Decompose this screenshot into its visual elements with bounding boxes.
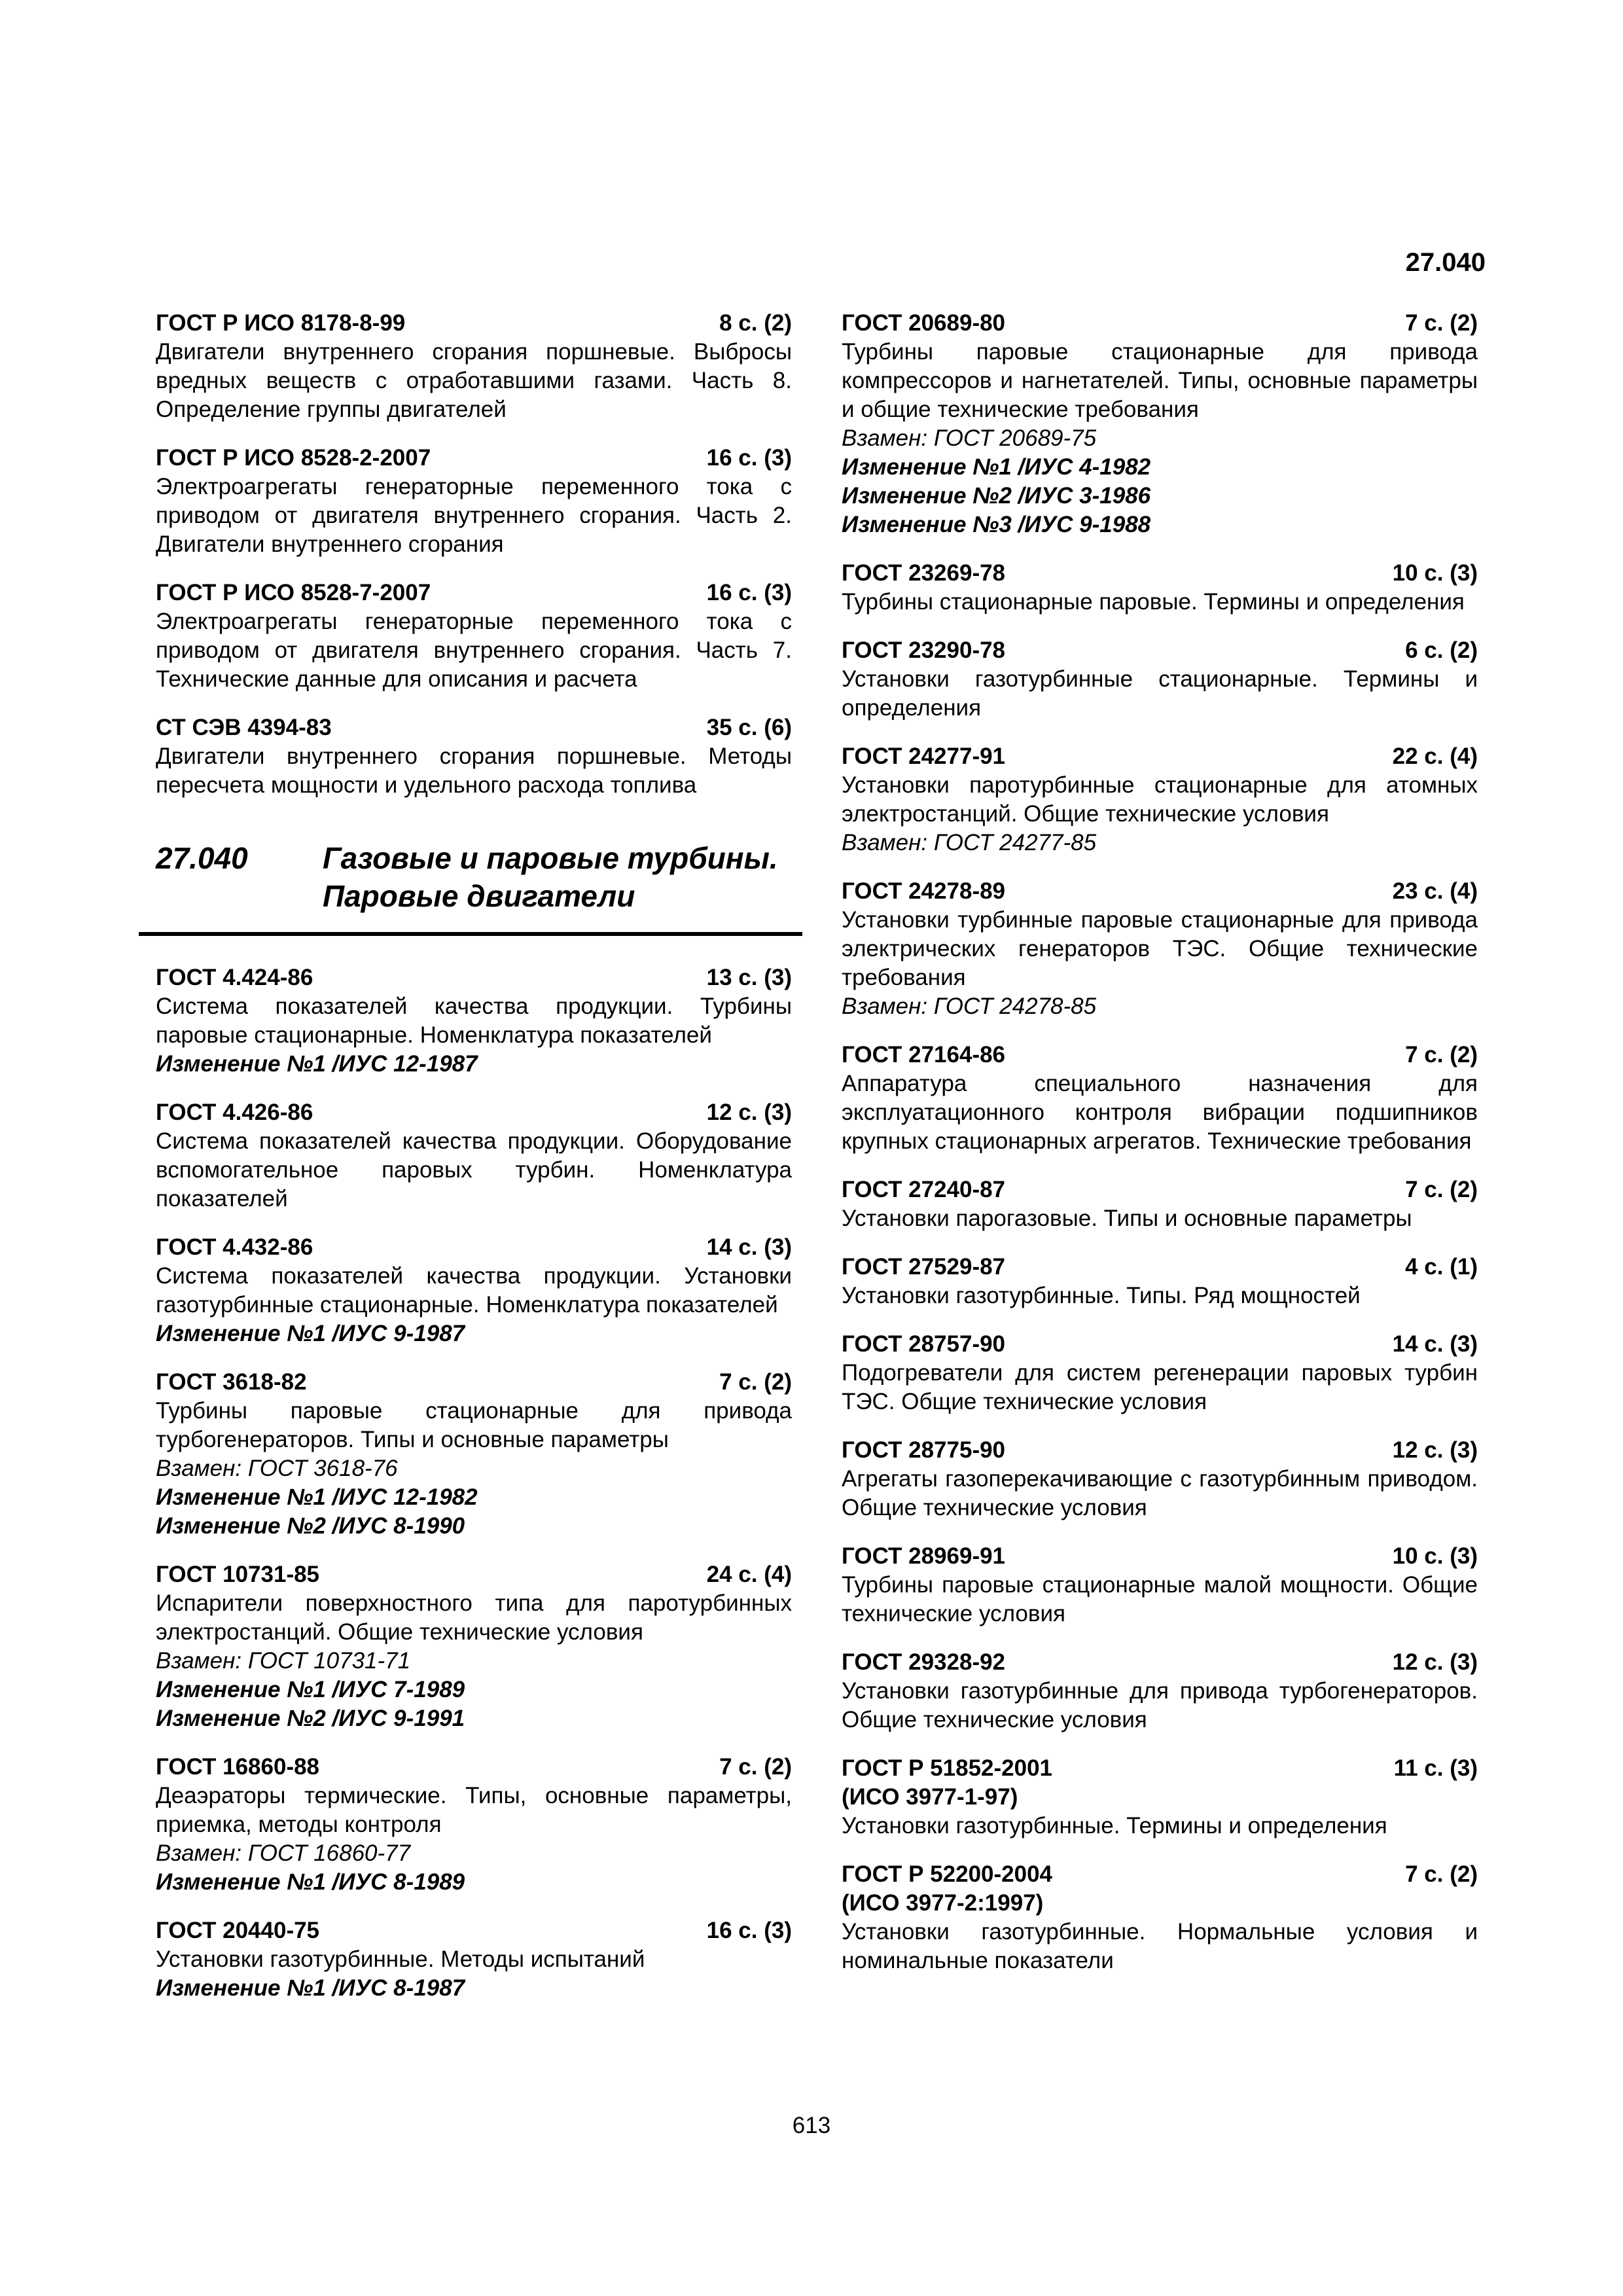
replaced-standard: Взамен: ГОСТ 20689-75 — [842, 425, 1097, 451]
page-count: 11 с. (3) — [1393, 1755, 1478, 1781]
page-count: 22 с. (4) — [1392, 744, 1478, 769]
entry-header — [156, 963, 792, 992]
standard-title: Аппаратура специального назначения для эксплуатационного контроля вибрации подшипников крупных стационарных агрегатов. Технические требования — [842, 1071, 1478, 1154]
entry-header — [842, 1330, 1478, 1359]
amendment-note: Изменение №1 /ИУС 12-1987 — [156, 1051, 478, 1077]
entry-header — [842, 1175, 1478, 1204]
standard-title: Двигатели внутреннего сгорания поршневые. Методы пересчета мощности и удельного расхода топлива — [156, 744, 792, 798]
replaced-standard: Взамен: ГОСТ 3618-76 — [156, 1456, 398, 1481]
amendment-note: Изменение №3 /ИУС 9-1988 — [842, 512, 1151, 537]
standard-equivalent-code: (ИСО 3977-2:1997) — [842, 1890, 1044, 1916]
page-count: 7 с. (2) — [1405, 1042, 1478, 1067]
standard-entry — [156, 1368, 792, 1541]
standard-entry — [842, 1436, 1478, 1522]
page-count: 7 с. (2) — [1405, 1861, 1478, 1887]
standard-equivalent-code: (ИСО 3977-1-97) — [842, 1784, 1018, 1810]
entry-header — [842, 636, 1478, 665]
standard-code: ГОСТ 24278-89 — [842, 878, 1006, 904]
entry-header — [156, 1098, 792, 1127]
standard-code: ГОСТ Р ИСО 8528-2-2007 — [156, 445, 431, 471]
standard-code: ГОСТ Р ИСО 8528-7-2007 — [156, 580, 431, 605]
amendment-note: Изменение №1 /ИУС 7-1989 — [156, 1677, 465, 1702]
standard-entry — [842, 742, 1478, 857]
standard-entry — [156, 1916, 792, 2003]
standard-code: ГОСТ Р 51852-2001 — [842, 1755, 1053, 1781]
replaced-standard: Взамен: ГОСТ 24278-85 — [842, 994, 1097, 1019]
entry-header — [156, 309, 792, 338]
standard-entry — [842, 636, 1478, 723]
standard-code: ГОСТ 27240-87 — [842, 1177, 1006, 1202]
standard-code: ГОСТ 20689-80 — [842, 310, 1006, 336]
page-count: 12 с. (3) — [1392, 1649, 1478, 1675]
standard-entry — [156, 1233, 792, 1348]
entry-header — [156, 713, 792, 742]
standard-entry — [156, 1560, 792, 1733]
page-count: 4 с. (1) — [1405, 1254, 1478, 1280]
right-column — [842, 309, 1478, 1995]
standard-title: Агрегаты газоперекачивающие с газотурбинным приводом. Общие технические условия — [842, 1466, 1478, 1520]
standard-code: ГОСТ 28757-90 — [842, 1331, 1006, 1357]
standard-code: ГОСТ 10731-85 — [156, 1562, 320, 1587]
standard-entry — [842, 1330, 1478, 1416]
entry-header — [156, 1233, 792, 1262]
standard-code: ГОСТ 27164-86 — [842, 1042, 1006, 1067]
standard-entry — [156, 1753, 792, 1897]
standard-code: ГОСТ 27529-87 — [842, 1254, 1006, 1280]
amendment-note: Изменение №1 /ИУС 8-1989 — [156, 1869, 465, 1895]
entry-header — [156, 1916, 792, 1945]
standard-title: Подогреватели для систем регенерации паровых турбин ТЭС. Общие технические условия — [842, 1360, 1478, 1414]
section-heading-title-line2: Паровые двигатели — [323, 879, 635, 913]
standard-entry — [156, 1098, 792, 1213]
section-divider — [139, 932, 802, 936]
left-entries-before — [156, 309, 792, 800]
left-column — [156, 309, 792, 2022]
standard-entry — [842, 309, 1478, 539]
page-count: 14 с. (3) — [1392, 1331, 1478, 1357]
standard-title: Установки газотурбинные. Термины и определения — [842, 1813, 1387, 1839]
standard-title: Установки газотурбинные стационарные. Термины и определения — [842, 666, 1478, 721]
page-count: 7 с. (2) — [719, 1369, 792, 1395]
standard-title: Турбины паровые стационарные для привода турбогенераторов. Типы и основные параметры — [156, 1398, 792, 1452]
page-count: 10 с. (3) — [1392, 560, 1478, 586]
standard-code: ГОСТ Р 52200-2004 — [842, 1861, 1053, 1887]
standard-title: Система показателей качества продукции. Оборудование вспомогательное паровых турбин. Номенклатура показателей — [156, 1128, 792, 1211]
standard-title: Электроагрегаты генераторные переменного тока с приводом от двигателя внутреннего сгорания. Часть 2. Двигатели внутреннего сгорания — [156, 474, 792, 557]
standard-entry — [156, 579, 792, 694]
page-count: 35 с. (6) — [706, 715, 792, 740]
standard-entry — [156, 713, 792, 800]
standard-entry — [842, 1253, 1478, 1310]
entry-header — [156, 1560, 792, 1589]
entry-header — [842, 559, 1478, 588]
page-count: 7 с. (2) — [1405, 310, 1478, 336]
amendment-note: Изменение №2 /ИУС 9-1991 — [156, 1706, 465, 1731]
page-count: 16 с. (3) — [706, 1918, 792, 1943]
section-heading — [156, 839, 792, 915]
section-heading-title — [323, 839, 778, 915]
standard-code: ГОСТ 28775-90 — [842, 1437, 1006, 1463]
page-count: 10 с. (3) — [1392, 1543, 1478, 1569]
page-count: 8 с. (2) — [719, 310, 792, 336]
standard-code: ГОСТ 20440-75 — [156, 1918, 320, 1943]
standard-title: Система показателей качества продукции. Установки газотурбинные стационарные. Номенклатура показателей — [156, 1263, 792, 1318]
section-heading-code: 27.040 — [156, 841, 248, 875]
entry-header — [842, 742, 1478, 771]
amendment-note: Изменение №1 /ИУС 4-1982 — [842, 454, 1151, 480]
entry-header — [156, 1368, 792, 1397]
standard-title: Установки газотурбинные. Типы. Ряд мощностей — [842, 1283, 1361, 1308]
entry-header — [842, 1860, 1478, 1889]
amendment-note: Изменение №1 /ИУС 9-1987 — [156, 1321, 465, 1346]
replaced-standard: Взамен: ГОСТ 10731-71 — [156, 1648, 411, 1674]
standard-code: ГОСТ 24277-91 — [842, 744, 1006, 769]
standard-title: Установки турбинные паровые стационарные для привода электрических генераторов ТЭС. Общие технические требования — [842, 907, 1478, 990]
standard-title: Установки газотурбинные. Нормальные условия и номинальные показатели — [842, 1919, 1478, 1973]
standard-entry — [842, 1041, 1478, 1156]
entry-header — [156, 444, 792, 473]
standard-code: ГОСТ 3618-82 — [156, 1369, 307, 1395]
page-count: 12 с. (3) — [706, 1100, 792, 1125]
standard-title: Турбины паровые стационарные малой мощности. Общие технические условия — [842, 1572, 1478, 1626]
amendment-note: Изменение №2 /ИУС 8-1990 — [156, 1513, 465, 1539]
running-section-code: 27.040 — [1405, 248, 1486, 277]
standard-title: Турбины стационарные паровые. Термины и определения — [842, 589, 1465, 615]
standard-code: ГОСТ 4.424-86 — [156, 965, 313, 990]
standard-code: ГОСТ 4.432-86 — [156, 1234, 313, 1260]
standard-code: ГОСТ Р ИСО 8178-8-99 — [156, 310, 406, 336]
amendment-note: Изменение №2 /ИУС 3-1986 — [842, 483, 1151, 509]
standard-entry — [842, 1542, 1478, 1628]
page-count: 16 с. (3) — [706, 445, 792, 471]
standard-title: Установки газотурбинные. Методы испытаний — [156, 1946, 645, 1972]
standard-title: Система показателей качества продукции. Турбины паровые стационарные. Номенклатура показателей — [156, 994, 792, 1048]
entry-header — [842, 309, 1478, 338]
page-count: 23 с. (4) — [1392, 878, 1478, 904]
right-entries — [842, 309, 1478, 1975]
entry-header — [842, 1542, 1478, 1571]
standard-code: ГОСТ 28969-91 — [842, 1543, 1006, 1569]
standard-entry — [842, 877, 1478, 1021]
replaced-standard: Взамен: ГОСТ 24277-85 — [842, 830, 1097, 855]
page-count: 7 с. (2) — [719, 1754, 792, 1780]
standard-title: Установки парогазовые. Типы и основные параметры — [842, 1206, 1412, 1231]
section-heading-title-line1: Газовые и паровые турбины. — [323, 841, 778, 875]
page-count: 6 с. (2) — [1405, 637, 1478, 663]
left-entries-after — [156, 963, 792, 2003]
entry-header — [842, 877, 1478, 906]
standard-entry — [842, 1175, 1478, 1233]
standard-code: ГОСТ 23290-78 — [842, 637, 1006, 663]
standard-entry — [842, 1860, 1478, 1975]
standard-title: Установки газотурбинные для привода турбогенераторов. Общие технические условия — [842, 1678, 1478, 1732]
page-count: 7 с. (2) — [1405, 1177, 1478, 1202]
standard-code: СТ СЭВ 4394-83 — [156, 715, 332, 740]
standard-code: ГОСТ 29328-92 — [842, 1649, 1006, 1675]
entry-header — [842, 1253, 1478, 1282]
page-count: 13 с. (3) — [706, 965, 792, 990]
page-count: 24 с. (4) — [706, 1562, 792, 1587]
amendment-note: Изменение №1 /ИУС 12-1982 — [156, 1484, 478, 1510]
entry-header — [842, 1041, 1478, 1069]
standard-code: ГОСТ 4.426-86 — [156, 1100, 313, 1125]
page-count: 16 с. (3) — [706, 580, 792, 605]
standard-entry — [156, 444, 792, 559]
standard-entry — [842, 1754, 1478, 1840]
entry-header — [156, 579, 792, 607]
standard-code: ГОСТ 23269-78 — [842, 560, 1006, 586]
entry-header — [842, 1648, 1478, 1677]
replaced-standard: Взамен: ГОСТ 16860-77 — [156, 1840, 411, 1866]
amendment-note: Изменение №1 /ИУС 8-1987 — [156, 1975, 465, 2001]
standard-entry — [842, 1648, 1478, 1734]
standard-title: Испарители поверхностного типа для паротурбинных электростанций. Общие технические условия — [156, 1590, 792, 1645]
standard-title: Турбины паровые стационарные для привода компрессоров и нагнетателей. Типы, основные параметры и общие технические требования — [842, 339, 1478, 422]
standard-title: Деаэраторы термические. Типы, основные параметры, приемка, методы контроля — [156, 1783, 792, 1837]
page-count: 12 с. (3) — [1392, 1437, 1478, 1463]
standard-entry — [156, 963, 792, 1079]
standard-entry — [842, 559, 1478, 617]
entry-header — [156, 1753, 792, 1782]
entry-header — [842, 1436, 1478, 1465]
standard-entry — [156, 309, 792, 424]
entry-header — [842, 1754, 1478, 1783]
standard-title: Электроагрегаты генераторные переменного тока с приводом от двигателя внутреннего сгорания. Часть 7. Технические данные для описания и расчета — [156, 609, 792, 692]
standard-title: Двигатели внутреннего сгорания поршневые. Выбросы вредных веществ с отработавшими газами. Часть 8. Определение группы двигателей — [156, 339, 792, 422]
standard-title: Установки паротурбинные стационарные для атомных электростанций. Общие технические условия — [842, 772, 1478, 827]
standard-code: ГОСТ 16860-88 — [156, 1754, 320, 1780]
page-count: 14 с. (3) — [706, 1234, 792, 1260]
page-number: 613 — [792, 2113, 831, 2138]
